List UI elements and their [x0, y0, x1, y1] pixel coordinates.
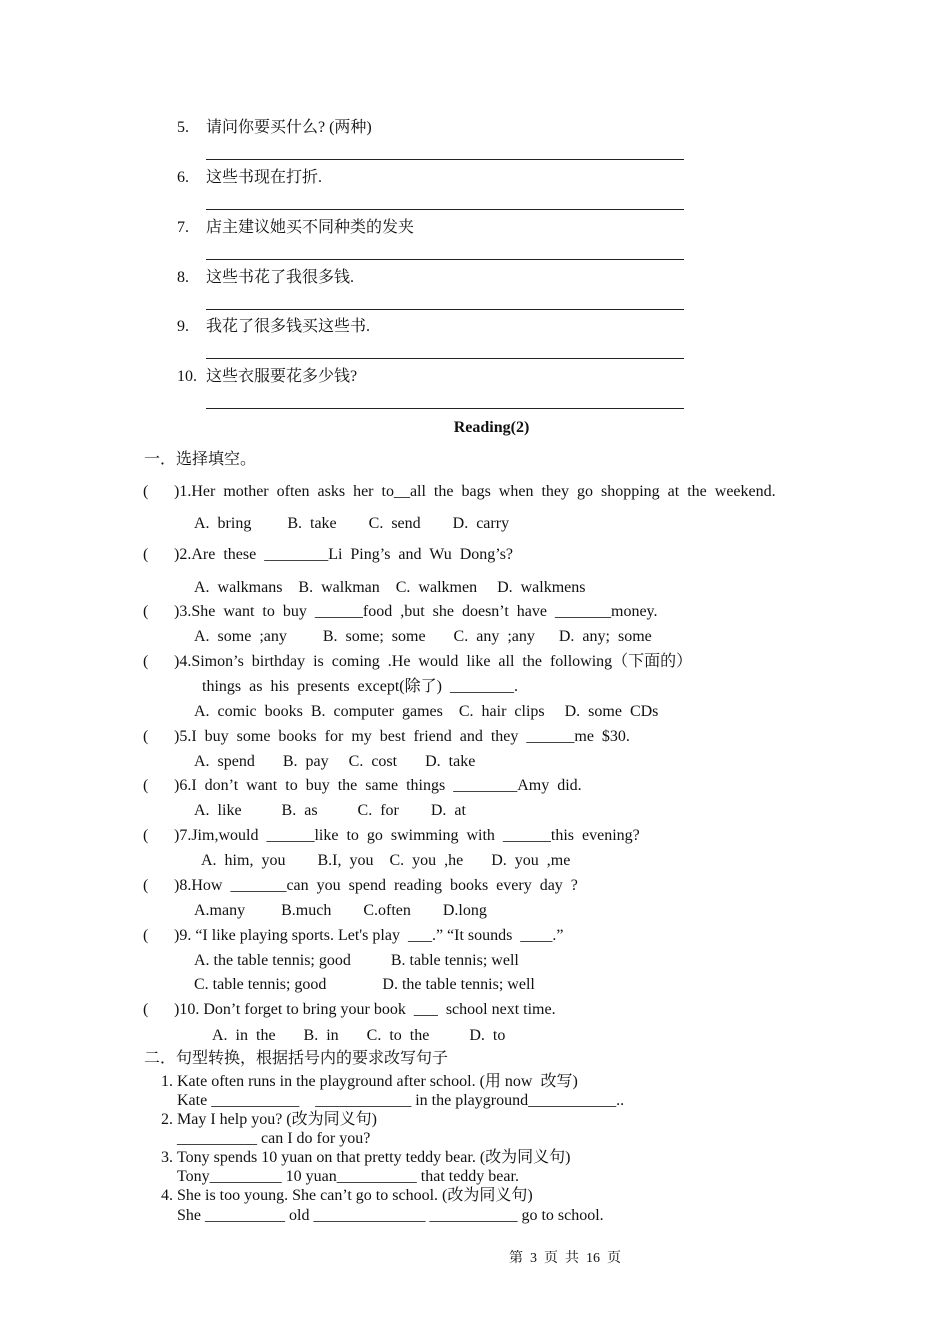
question-bracket[interactable]: ( [143, 603, 149, 620]
answer-line[interactable] [206, 259, 684, 260]
answer-line[interactable] [206, 209, 684, 210]
question-2: )2.Are these ________Li Ping’s and Wu Dong’s? [174, 546, 514, 563]
transform-1-number: 1. [161, 1073, 173, 1090]
question-bracket[interactable]: ( [143, 927, 149, 944]
answer-line[interactable] [206, 408, 684, 409]
question-9-options-row1: A. the table tennis; good B. table tennis; well [194, 952, 519, 969]
question-bracket[interactable]: ( [143, 777, 149, 794]
question-5-options: A. spend B. pay C. cost D. take [194, 753, 476, 770]
transform-2-answer[interactable]: __________ can I do for you? [177, 1130, 371, 1147]
section-1-heading: 一．选择填空。 [144, 451, 257, 468]
question-bracket[interactable]: ( [143, 546, 149, 563]
page-number: 第 3 页 共 16 页 [509, 1251, 621, 1266]
question-6: )6.I don’t want to buy the same things ________Amy did. [174, 777, 582, 794]
answer-line[interactable] [206, 309, 684, 310]
question-9-options-row2: C. table tennis; good D. the table tennis; well [194, 976, 535, 993]
transform-4-number: 4. [161, 1187, 173, 1204]
answer-line[interactable] [206, 159, 684, 160]
question-bracket[interactable]: ( [143, 728, 149, 745]
transform-4-answer[interactable]: She __________ old ______________ ___________ go to school. [177, 1207, 604, 1224]
question-2-options: A. walkmans B. walkman C. walkmen D. walkmens [194, 579, 586, 596]
question-1: )1.Her mother often asks her to__all the bags when they go shopping at the weekend. [174, 483, 776, 500]
question-9: )9. “I like playing sports. Let's play ___.” “It sounds ____.” [174, 927, 564, 944]
question-bracket[interactable]: ( [143, 877, 149, 894]
transform-1-prompt: Kate often runs in the playground after school. (用 now 改写) [177, 1073, 578, 1090]
transform-3-number: 3. [161, 1149, 173, 1166]
item-9-number: 9. [177, 318, 189, 335]
question-3-options: A. some ;any B. some; some C. any ;any D. any; some [194, 628, 652, 645]
transform-1-answer[interactable]: Kate ___________ ____________ in the playground___________.. [177, 1092, 625, 1109]
question-10: )10. Don’t forget to bring your book ___ school next time. [174, 1001, 556, 1018]
item-9-prompt: 我花了很多钱买这些书. [206, 318, 371, 335]
transform-3-prompt: Tony spends 10 yuan on that pretty teddy bear. (改为同义句) [177, 1149, 571, 1166]
item-6-number: 6. [177, 169, 189, 186]
item-8-number: 8. [177, 269, 189, 286]
transform-4-prompt: She is too young. She can’t go to school. (改为同义句) [177, 1187, 533, 1204]
question-bracket[interactable]: ( [143, 483, 149, 500]
question-1-options: A. bring B. take C. send D. carry [194, 515, 510, 532]
transform-2-prompt: May I help you? (改为同义句) [177, 1111, 377, 1128]
item-10-prompt: 这些衣服要花多少钱? [206, 368, 358, 385]
question-10-options: A. in the B. in C. to the D. to [212, 1027, 506, 1044]
question-bracket[interactable]: ( [143, 653, 149, 670]
transform-3-answer[interactable]: Tony_________ 10 yuan__________ that teddy bear. [177, 1168, 519, 1185]
item-5-prompt: 请问你要买什么? (两种) [206, 119, 372, 136]
question-bracket[interactable]: ( [143, 1001, 149, 1018]
question-4-options: A. comic books B. computer games C. hair clips D. some CDs [194, 703, 659, 720]
item-10-number: 10. [177, 368, 197, 385]
question-4-continuation: things as his presents except(除了) ________. [202, 678, 518, 695]
item-5-number: 5. [177, 119, 189, 136]
answer-line[interactable] [206, 358, 684, 359]
item-7-prompt: 店主建议她买不同种类的发夹 [206, 219, 415, 236]
question-7: )7.Jim,would ______like to go swimming with ______this evening? [174, 827, 640, 844]
question-5: )5.I buy some books for my best friend and they ______me $30. [174, 728, 630, 745]
question-bracket[interactable]: ( [143, 827, 149, 844]
transform-2-number: 2. [161, 1111, 173, 1128]
question-7-options: A. him, you B.I, you C. you ,he D. you ,me [201, 852, 571, 869]
question-6-options: A. like B. as C. for D. at [194, 802, 466, 819]
question-4: )4.Simon’s birthday is coming .He would like all the following（下面的） [174, 653, 693, 670]
item-7-number: 7. [177, 219, 189, 236]
question-3: )3.She want to buy ______food ,but she doesn’t have _______money. [174, 603, 658, 620]
item-8-prompt: 这些书花了我很多钱. [206, 269, 355, 286]
section-2-heading: 二．句型转换，根据括号内的要求改写句子 [144, 1050, 449, 1067]
question-8: )8.How _______can you spend reading books every day ? [174, 877, 578, 894]
item-6-prompt: 这些书现在打折. [206, 169, 323, 186]
section-title: Reading(2) [453, 419, 530, 436]
question-8-options: A.many B.much C.often D.long [194, 902, 487, 919]
